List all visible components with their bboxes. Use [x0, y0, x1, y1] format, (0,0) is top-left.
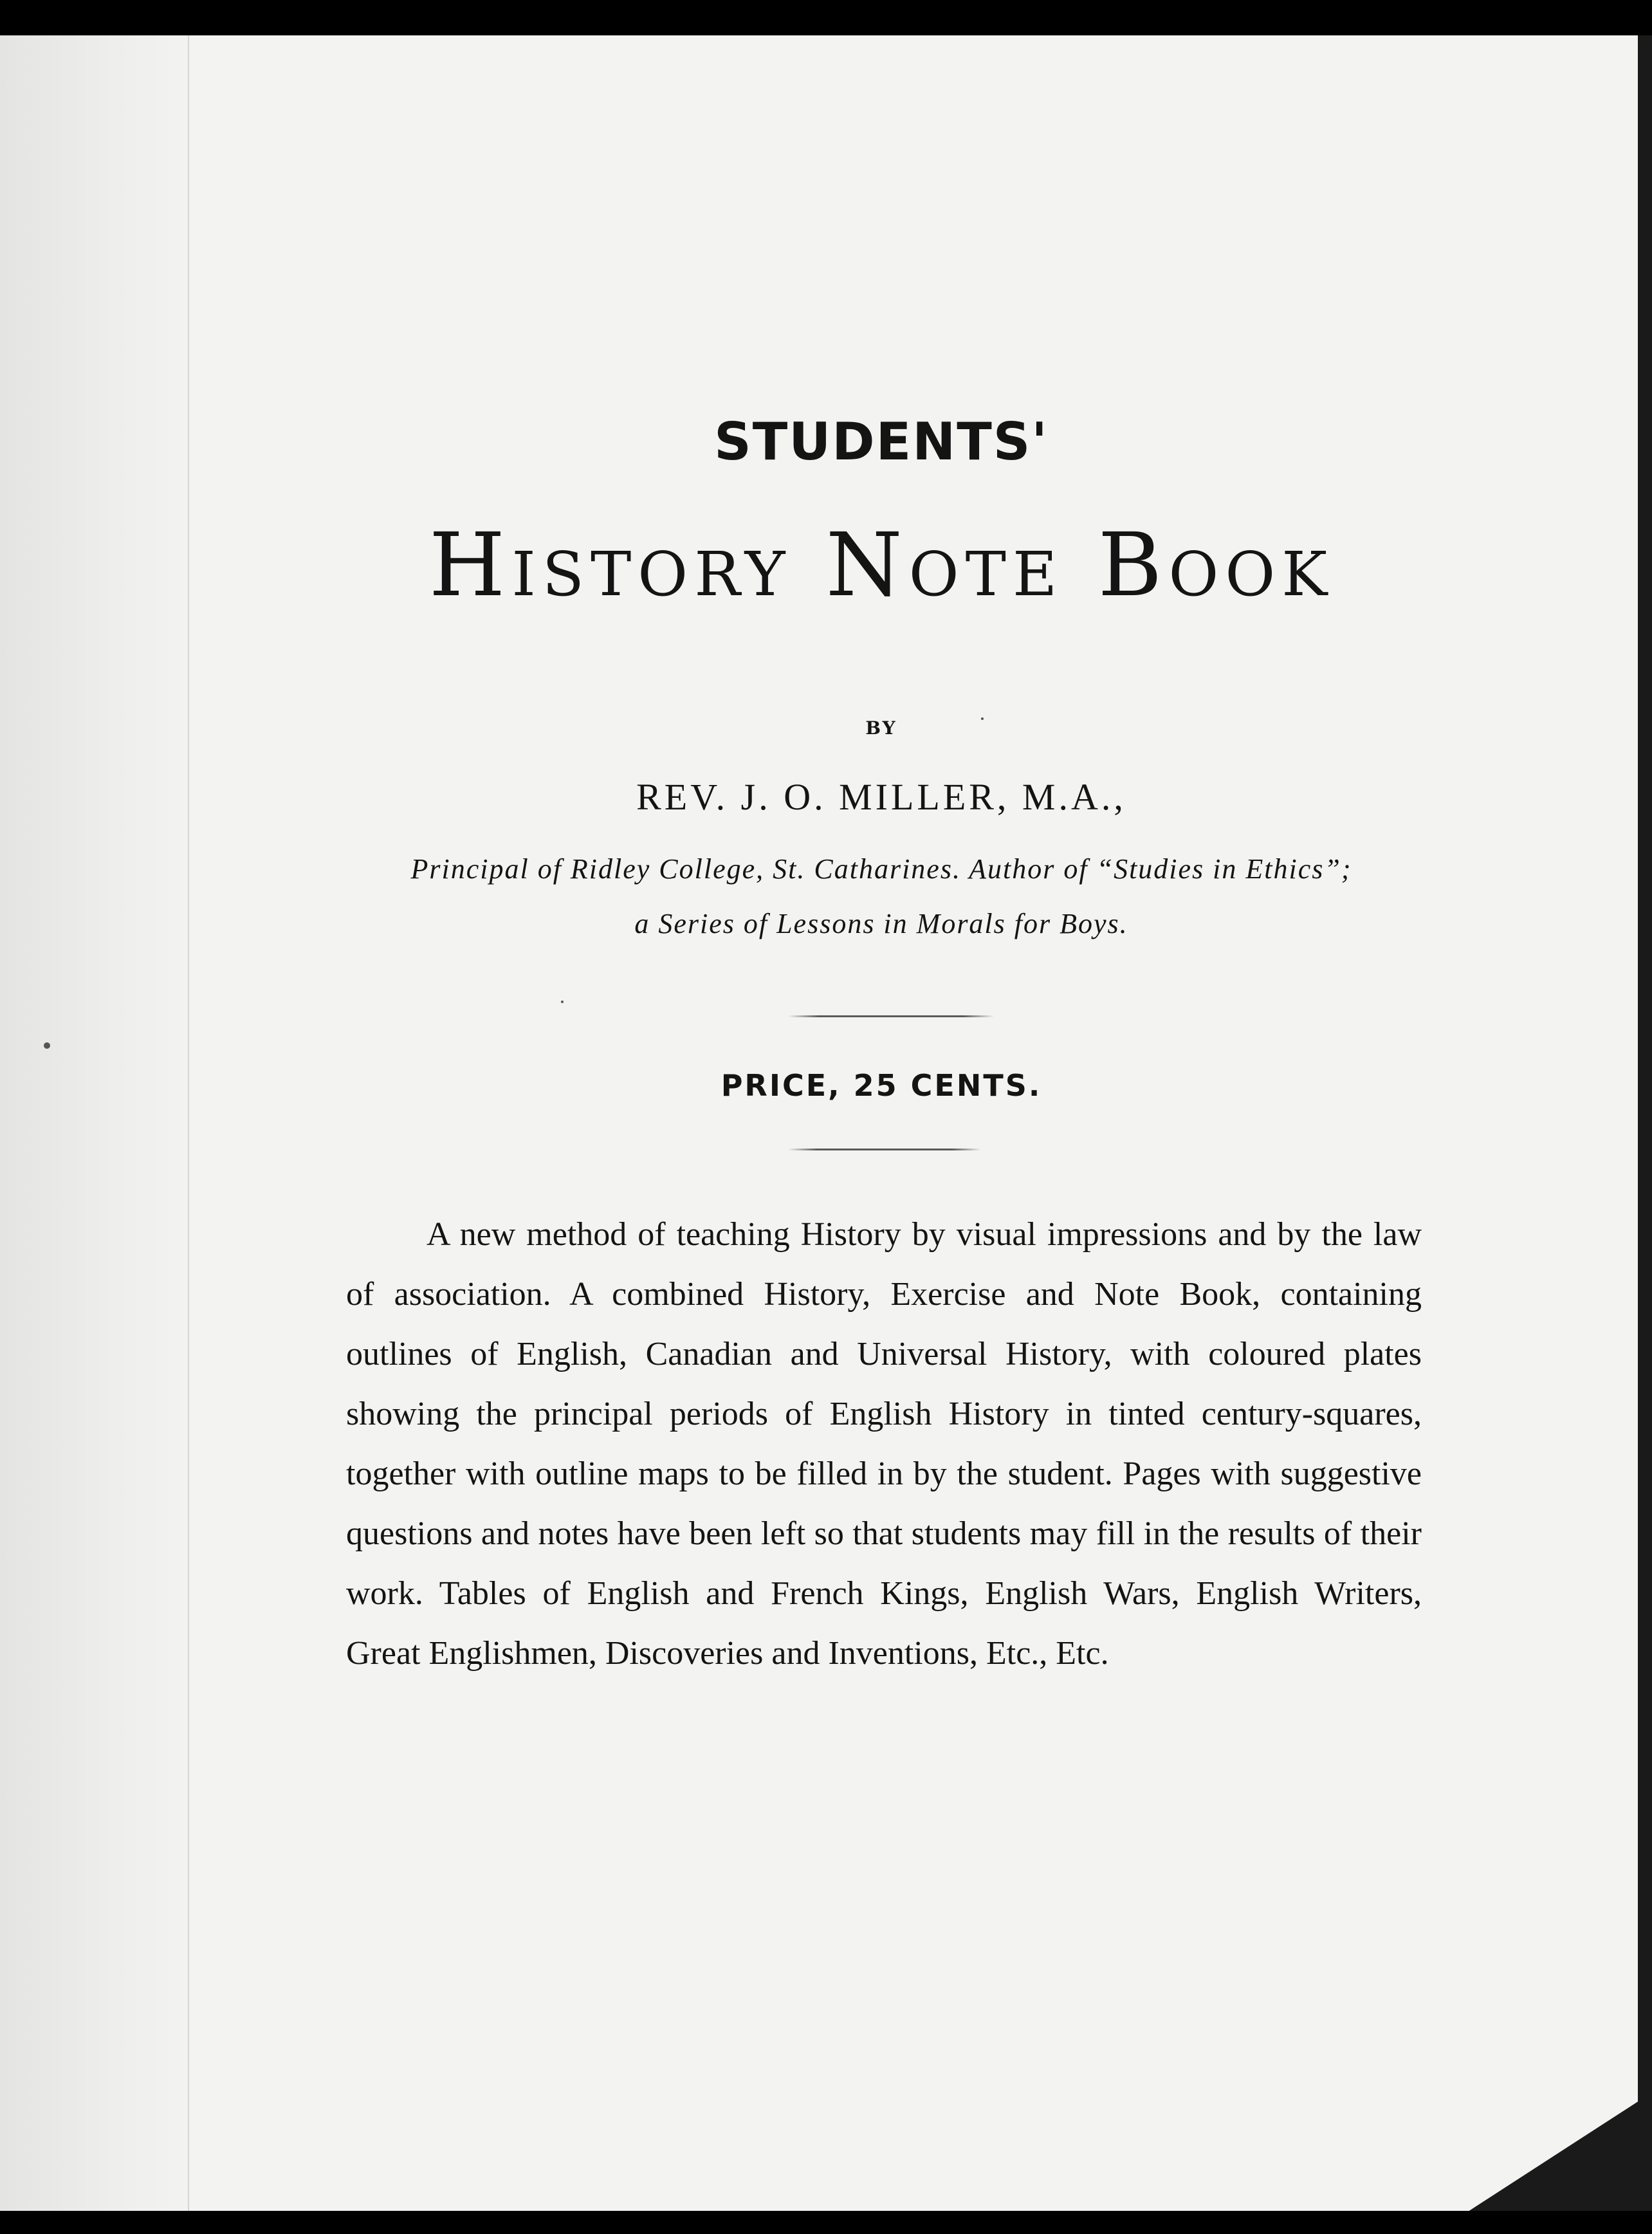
- page-bottom-edge: [0, 2211, 1652, 2234]
- page-right-edge: [1638, 35, 1652, 2234]
- price-line: PRICE, 25 CENTS.: [720, 1068, 1042, 1103]
- title-line-1: STUDENTS': [714, 412, 1049, 472]
- divider-rule-top: [788, 1015, 994, 1017]
- divider-rule-bottom: [788, 1149, 981, 1150]
- title-line-2: History Note Book: [428, 515, 1334, 616]
- author-credit-line-2: a Series of Lessons in Morals for Boys.: [634, 908, 1128, 939]
- description-paragraph: A new method of teaching History by visual impressions and by the law of association. A combined History, Exercise and Note Book, containing outlines of English, Canadian and Universal History, with coloured plates showing the principal periods of English History in tinted century-squares, together with outline maps to be filled in by the student. Pages with suggestive questions and notes have been left so that students may fill in the results of their work. Tables of English and French Kings, English Wars, English Writers, Great Englishmen, Discoveries and Inventions, Etc., Etc.: [346, 1216, 1422, 1672]
- author-credit-line-1: Principal of Ridley College, St. Catharines. Author of “Studies in Ethics”;: [410, 853, 1352, 885]
- page-fold-line: [188, 35, 189, 2234]
- paper-sheet: [0, 35, 1652, 2234]
- author-name: REV. J. O. MILLER, M.A.,: [636, 776, 1126, 818]
- page-spine-shadow: [0, 35, 193, 2234]
- scan-speck: [561, 1001, 564, 1003]
- by-label: BY: [865, 717, 897, 739]
- scan-speck: [44, 1042, 50, 1049]
